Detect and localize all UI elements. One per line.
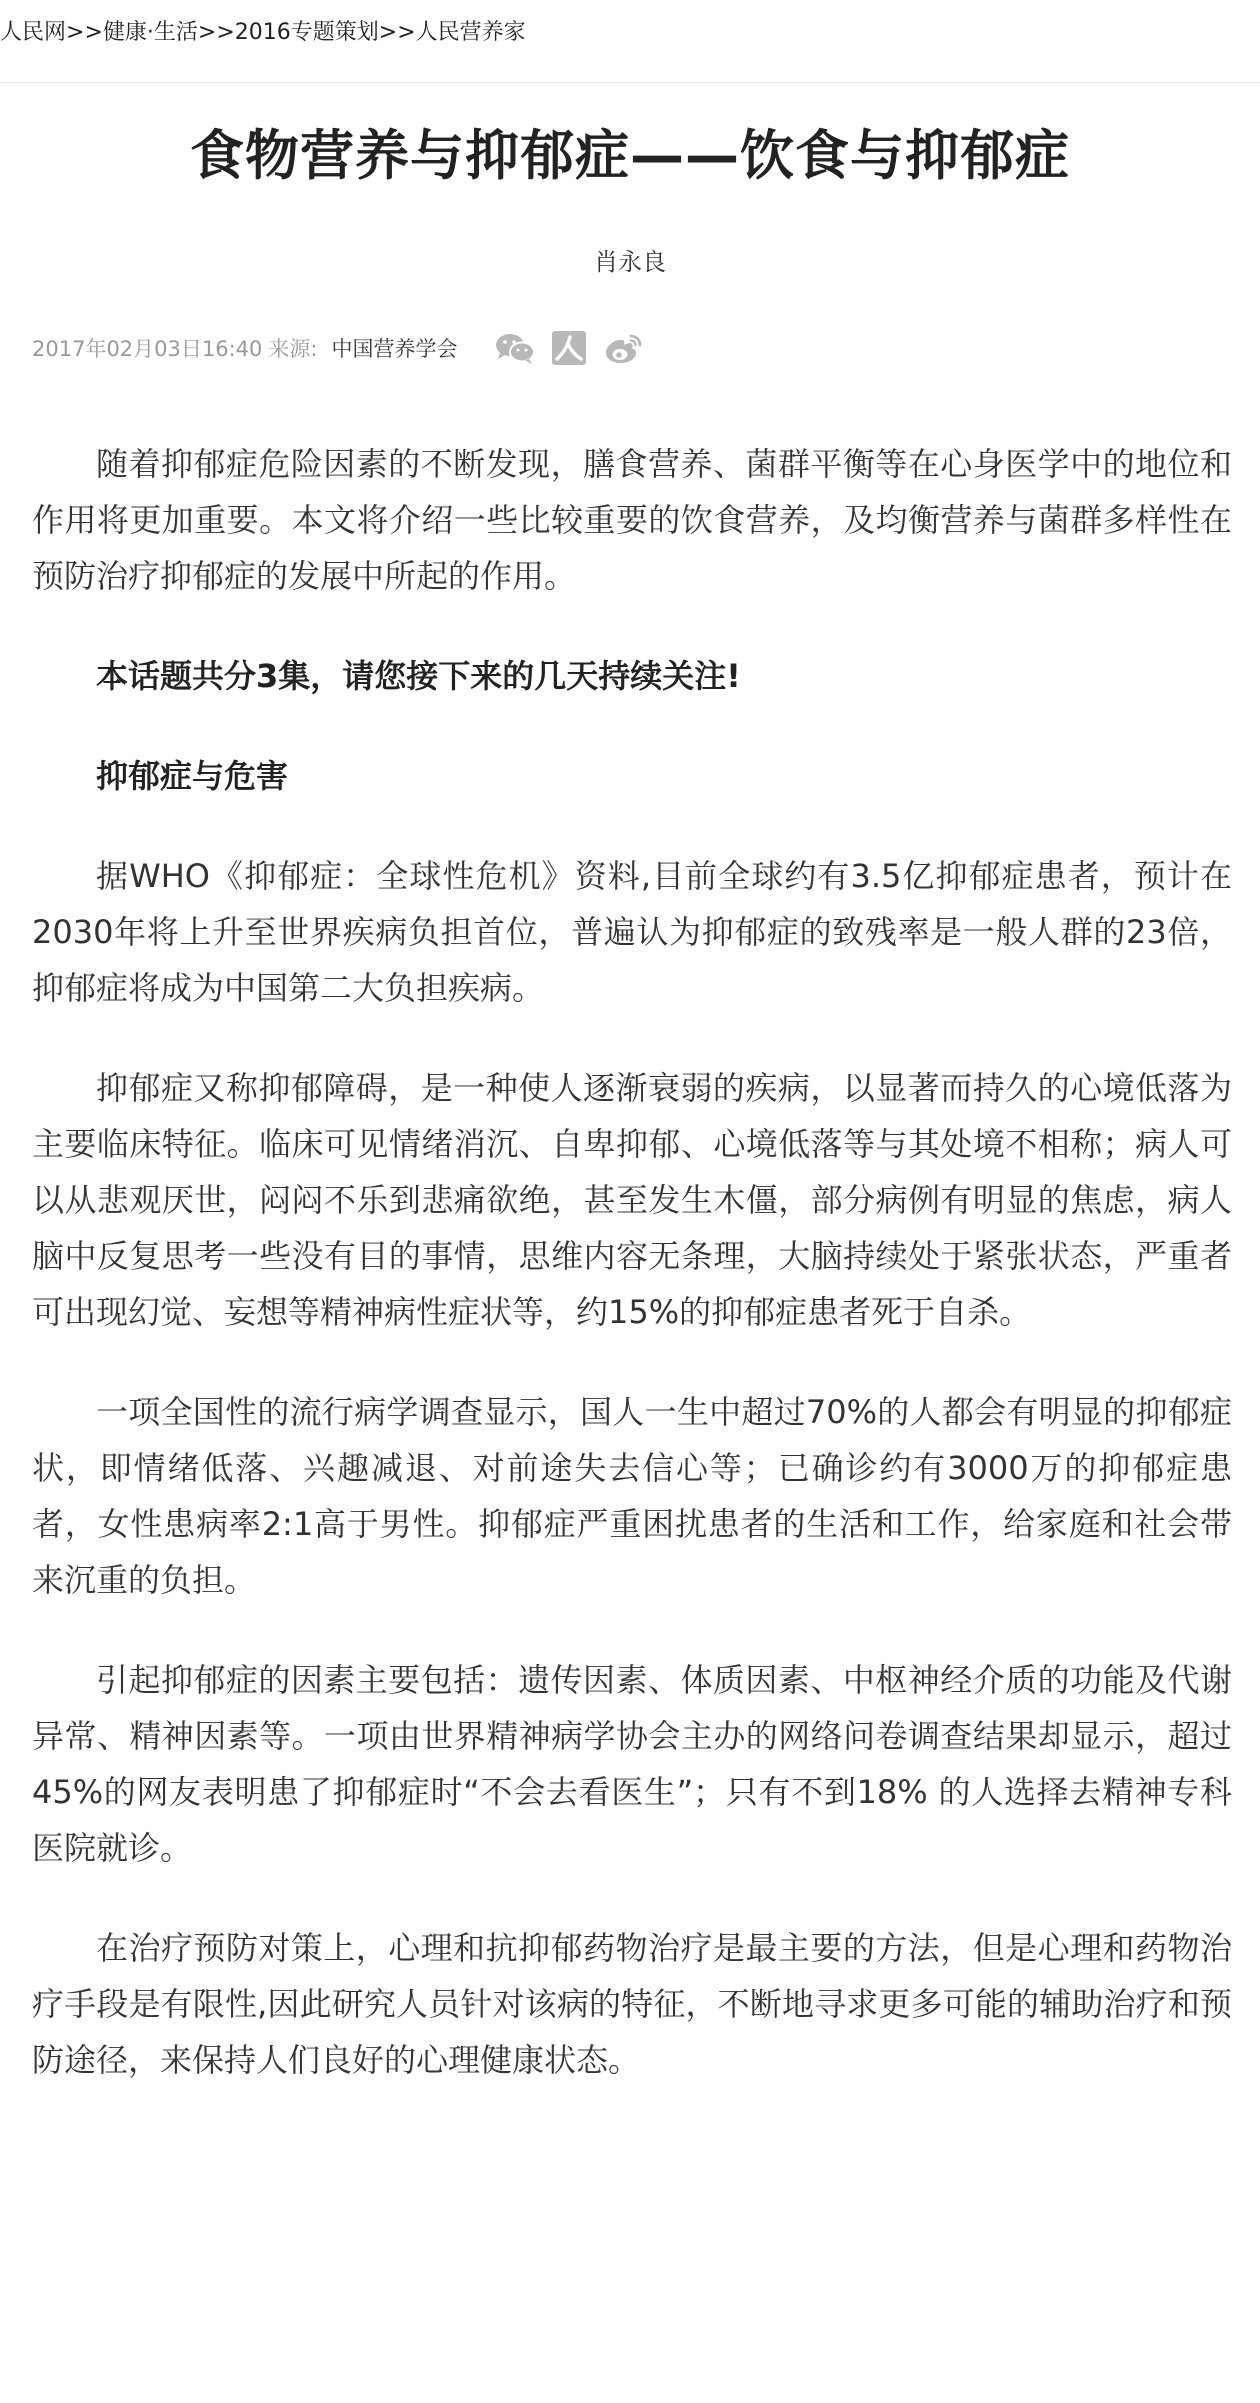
article-paragraph: 抑郁症又称抑郁障碍，是一种使人逐渐衰弱的疾病，以显著而持久的心境低落为主要临床特征。临床可见情绪消沉、自卑抑郁、心境低落等与其处境不相称；病人可以从悲观厌世，闷闷不乐到悲痛欲绝，甚至发生木僵，部分病例有明显的焦虑，病人脑中反复思考一些没有目的事情，思维内容无条理，大脑持续处于紧张状态，严重者可出现幻觉、妄想等精神病性症状等，约15%的抑郁症患者死于自杀。 <box>32 1069 1232 1331</box>
breadcrumb-separator: >> <box>378 20 416 45</box>
wechat-icon <box>494 331 536 365</box>
people-icon <box>551 330 587 366</box>
breadcrumb-bar <box>0 0 1260 83</box>
breadcrumb-item-special[interactable]: 2016专题策划 <box>234 20 379 45</box>
weibo-icon <box>603 331 643 365</box>
share-bar <box>493 328 655 368</box>
share-people-button[interactable] <box>547 328 591 368</box>
breadcrumb-item-nutrition[interactable]: 人民营养家 <box>415 20 526 45</box>
article-paragraph: 在治疗预防对策上，心理和抗抑郁药物治疗是最主要的方法，但是心理和药物治疗手段是有限性,因此研究人员针对该病的特征，不断地寻求更多可能的辅助治疗和预防途径，来保持人们良好的心理健康状态。 <box>32 1929 1232 2079</box>
series-notice: 本话题共分3集，请您接下来的几天持续关注! <box>96 657 741 695</box>
source-link[interactable]: 中国营养学会 <box>331 337 458 361</box>
page-title: 食物营养与抑郁症——饮食与抑郁症 <box>190 124 1070 187</box>
article-body <box>32 436 1232 2132</box>
article-author: 肖永良 <box>594 248 666 276</box>
article-paragraph: 随着抑郁症危险因素的不断发现，膳食营养、菌群平衡等在心身医学中的地位和作用将更加重要。本文将介绍一些比较重要的饮食营养，及均衡营养与菌群多样性在预防治疗抑郁症的发展中所起的作用。 <box>32 445 1232 595</box>
section-heading: 抑郁症与危害 <box>96 757 289 795</box>
breadcrumb-item-people[interactable]: 人民网 <box>0 20 67 45</box>
article-paragraph: 据WHO《抑郁症：全球性危机》资料,目前全球约有3.5亿抑郁症患者，预计在2030年将上升至世界疾病负担首位，普遍认为抑郁症的致残率是一般人群的23倍，抑郁症将成为中国第二大负担疾病。 <box>32 857 1232 1007</box>
breadcrumb-item-health[interactable]: 健康·生活 <box>102 20 198 45</box>
breadcrumb <box>0 18 1260 48</box>
article-meta <box>32 328 655 368</box>
share-wechat-button[interactable] <box>493 328 537 368</box>
article-paragraph: 引起抑郁症的因素主要包括：遗传因素、体质因素、中枢神经介质的功能及代谢异常、精神因素等。一项由世界精神病学协会主办的网络问卷调查结果却显示，超过45%的网友表明患了抑郁症时“不会去看医生”；只有不到18% 的人选择去精神专科医院就诊。 <box>32 1661 1232 1867</box>
share-weibo-button[interactable] <box>601 328 645 368</box>
article-paragraph: 一项全国性的流行病学调查显示，国人一生中超过70%的人都会有明显的抑郁症状，即情绪低落、兴趣减退、对前途失去信心等；已确诊约有3000万的抑郁症患者，女性患病率2:1高于男性。抑郁症严重困扰患者的生活和工作，给家庭和社会带来沉重的负担。 <box>32 1393 1232 1599</box>
breadcrumb-separator: >> <box>66 20 103 45</box>
source-label: 来源: <box>268 337 318 361</box>
publish-date: 2017年02月03日16:40 <box>32 337 263 361</box>
breadcrumb-separator: >> <box>197 20 235 45</box>
